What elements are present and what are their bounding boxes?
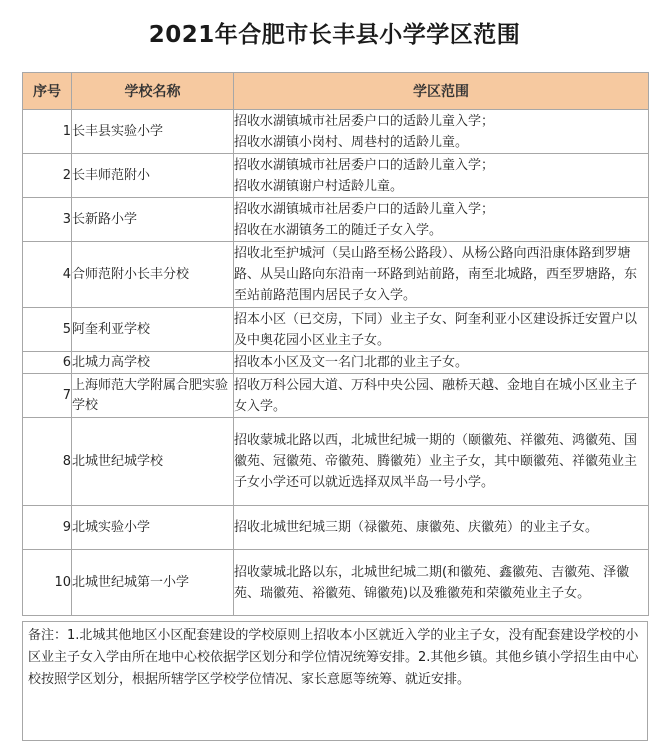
table-header-row (23, 73, 649, 110)
district-range: 招收北至护城河（吴山路至杨公路段）、从杨公路向西沿康体路到罗塘路、从吴山路向东沿南一环路到站前路，南至北城路，西至罗塘路，东至站前路范围内居民子女入学。 (234, 242, 649, 308)
table-row (23, 550, 649, 616)
table-row (23, 154, 649, 198)
table-row (23, 242, 649, 308)
school-district-table (22, 72, 649, 616)
row-num: 3 (23, 198, 72, 242)
school-name: 北城世纪城第一小学 (72, 550, 234, 616)
district-range: 招收水湖镇城市社居委户口的适龄儿童入学； 招收在水湖镇务工的随迁子女入学。 (234, 198, 649, 242)
table-row (23, 308, 649, 352)
district-range: 招收水湖镇城市社居委户口的适龄儿童入学； 招收水湖镇小岗村、周巷村的适龄儿童。 (234, 110, 649, 154)
school-name: 北城世纪城学校 (72, 418, 234, 506)
page-title: 2021年合肥市长丰县小学学区范围 (148, 22, 521, 48)
table-row (23, 506, 649, 550)
table-row (23, 110, 649, 154)
district-range: 招收蒙城北路以西，北城世纪城一期的（颐徽苑、祥徽苑、鸿徽苑、国徽苑、冠徽苑、帝徽苑、腾徽苑）业主子女，其中颐徽苑、祥徽苑业主子女小学还可以就近选择双凤半岛一号小学。 (234, 418, 649, 506)
school-name: 长丰县实验小学 (72, 110, 234, 154)
row-num: 4 (23, 242, 72, 308)
row-num: 9 (23, 506, 72, 550)
table-row (23, 418, 649, 506)
header-range: 学区范围 (234, 73, 649, 110)
note: 备注：1.北城其他地区小区配套建设的学校原则上招收本小区就近入学的业主子女，没有配套建设学校的小区业主子女入学由所在地中心校依据学区划分和学位情况统筹安排。2.其他乡镇。其他乡镇小学招生由中心校按照学区划分，根据所辖学区学校学位情况、家长意愿等统筹、就近安排。 (22, 621, 648, 741)
table-row (23, 198, 649, 242)
district-range: 招收蒙城北路以东，北城世纪城二期(和徽苑、鑫徽苑、吉徽苑、泽徽苑、瑞徽苑、裕徽苑、锦徽苑)以及雅徽苑和荣徽苑业主子女。 (234, 550, 649, 616)
school-name: 合师范附小长丰分校 (72, 242, 234, 308)
row-num: 7 (23, 374, 72, 418)
header-num: 序号 (23, 73, 72, 110)
school-name: 北城力高学校 (72, 352, 234, 374)
school-name: 阿奎利亚学校 (72, 308, 234, 352)
row-num: 5 (23, 308, 72, 352)
row-num: 8 (23, 418, 72, 506)
district-range: 招收北城世纪城三期（禄徽苑、康徽苑、庆徽苑）的业主子女。 (234, 506, 649, 550)
table-row (23, 352, 649, 374)
row-num: 2 (23, 154, 72, 198)
row-num: 6 (23, 352, 72, 374)
district-range: 招收万科公园大道、万科中央公园、融桥天越、金地自在城小区业主子女入学。 (234, 374, 649, 418)
school-name: 北城实验小学 (72, 506, 234, 550)
district-range: 招本小区（已交房，下同）业主子女、阿奎利亚小区建设拆迁安置户以及中奥花园小区业主子女。 (234, 308, 649, 352)
row-num: 1 (23, 110, 72, 154)
school-name: 长新路小学 (72, 198, 234, 242)
school-name: 上海师范大学附属合肥实验学校 (72, 374, 234, 418)
school-name: 长丰师范附小 (72, 154, 234, 198)
district-range: 招收本小区及文一名门北郡的业主子女。 (234, 352, 649, 374)
table-row (23, 374, 649, 418)
district-range: 招收水湖镇城市社居委户口的适龄儿童入学； 招收水湖镇谢户村适龄儿童。 (234, 154, 649, 198)
row-num: 10 (23, 550, 72, 616)
header-school: 学校名称 (72, 73, 234, 110)
